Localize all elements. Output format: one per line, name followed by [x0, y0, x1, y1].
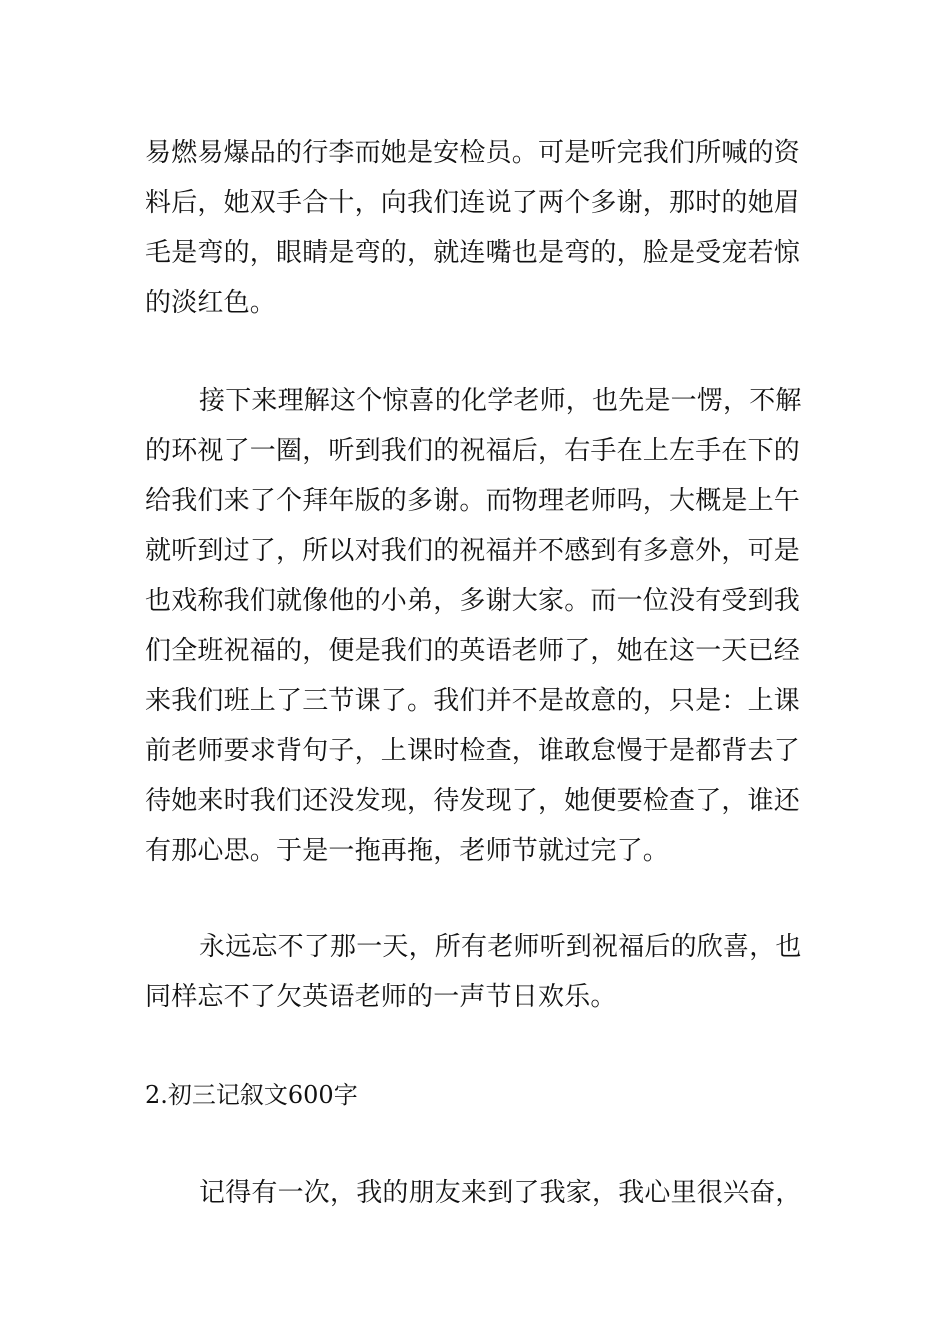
text-line: 料后，她双手合十，向我们连说了两个多谢，那时的她眉	[145, 188, 801, 218]
text-line: 给我们来了个拜年版的多谢。而物理老师吗，大概是上午	[145, 486, 801, 516]
text-line: 永远忘不了那一天，所有老师听到祝福后的欣喜，也	[199, 932, 802, 962]
section-heading: 2.初三记叙文600字	[145, 1081, 358, 1109]
paragraph-2	[145, 376, 807, 876]
paragraph-4	[145, 1168, 807, 1218]
text-line: 的淡红色。	[145, 288, 277, 318]
text-line: 们全班祝福的，便是我们的英语老师了，她在这一天已经	[145, 636, 801, 666]
text-line: 记得有一次，我的朋友来到了我家，我心里很兴奋，	[199, 1178, 802, 1208]
paragraph-1	[145, 128, 807, 328]
text-line: 毛是弯的，眼睛是弯的，就连嘴也是弯的，脸是受宠若惊	[145, 238, 801, 268]
text-line: 也戏称我们就像他的小弟，多谢大家。而一位没有受到我	[145, 586, 801, 616]
text-line: 有那心思。于是一拖再拖，老师节就过完了。	[145, 836, 670, 866]
text-line: 待她来时我们还没发现，待发现了，她便要检查了，谁还	[145, 786, 801, 816]
paragraph-3	[145, 922, 807, 1022]
text-line: 接下来理解这个惊喜的化学老师，也先是一愣，不解	[199, 386, 802, 416]
text-line: 的环视了一圈，听到我们的祝福后，右手在上左手在下的	[145, 436, 801, 466]
text-line: 同样忘不了欠英语老师的一声节日欢乐。	[145, 982, 617, 1012]
text-line: 来我们班上了三节课了。我们并不是故意的，只是：上课	[145, 686, 801, 716]
text-line: 易燃易爆品的行李而她是安检员。可是听完我们所喊的资	[145, 138, 801, 168]
text-line: 就听到过了，所以对我们的祝福并不感到有多意外，可是	[145, 536, 801, 566]
text-line: 前老师要求背句子，上课时检查，谁敢怠慢于是都背去了	[145, 736, 801, 766]
